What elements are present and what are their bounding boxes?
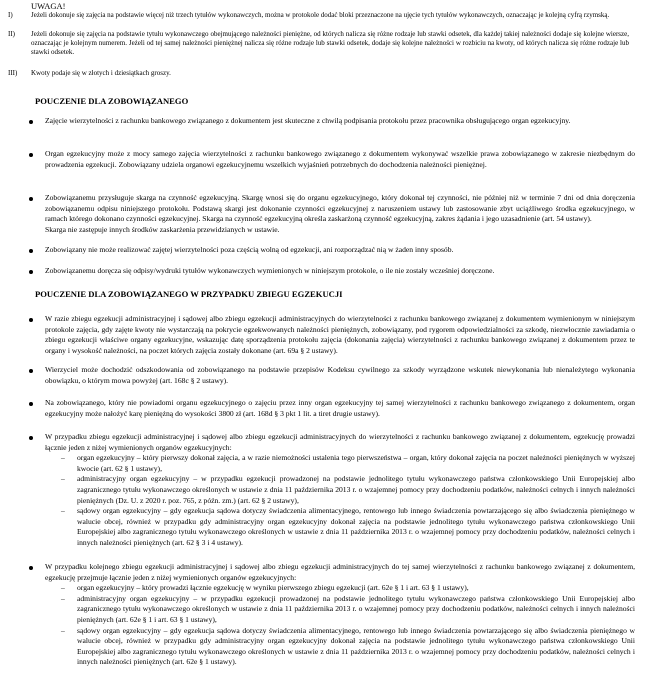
paragraph: Zobowiązany nie może realizować zajętej wierzytelności poza częścią wolną od egzekucji, ani rozporządzać nią w żaden inny sposób. [45,245,454,254]
bullet-icon [29,120,33,124]
warning-text: Jeżeli dokonuje się zajęcia na podstawie tytułu wykonawczego obejmującego należności pieniężne, od których nalicza się różne rodzaje lub stawki odsetek, dla każdej takiej należności dodaje się kolejne wiersze, oznaczając je kolejnym numerem. Jeżeli od tej samej należności pieniężnej nalicza się różne rodzaje lub stawki odsetek, dodaje się kolejne należności w rozbiciu na kwoty, od których nalicza się różne rodzaje lub stawki odsetek. [31,30,629,57]
list-item: – sądowy organ egzekucyjny – gdy egzekucja sądowa dotyczy świadczenia alimentacyjnego, rentowego lub innego świadczenia powtarzającego się albo świadczenia pieniężnego w walucie obcej, również w przypadku gdy administracyjny organ egzekucyjny dokonał zajęcia na podstawie jednolitego tytułu wykonawczego państwa członkowskiego Unii Europejskiej albo zagranicznego tytułu wykonawczego określonych w ustawie z dnia 11 października 2013 r. o wzajemnej pomocy przy dochodzeniu podatków, należności celnych i innych należności pieniężnych (art. 62e § 1 ustawy). [61,625,635,667]
list-item: – administracyjny organ egzekucyjny – w przypadku egzekucji prowadzonej na podstawie jednolitego tytułu wykonawczego państwa członkowskiego Unii Europejskiej albo zagranicznego tytułu wykonawczego określonych w ustawie z dnia 11 października 2013 r. o wzajemnej pomocy przy dochodzeniu podatków, należności celnych i innych należności pieniężnych (Dz. U. z 2020 r. poz. 765, z późn. zm.) (art. 62 § 2 ustawy), [61,474,635,505]
list-item: – organ egzekucyjny – który pierwszy dokonał zajęcia, a w razie niemożności ustalenia tego pierwszeństwa – organ, który dokonał zajęcia na poczet należności pieniężnych w wyższej kwocie (art. 62 § 1 ustawy), [61,453,635,473]
warning-title: UWAGA! [31,1,66,11]
bullet-icon [29,436,33,440]
paragraph: Wierzyciel może dochodzić odszkodowania od zobowiązanego na podstawie przepisów Kodeksu cywilnego za szkody wyrządzone wskutek niewykonania lub nienależytego wykonania obowiązku, o którym mowa powyżej (art. 168c § 2 ustawy). [45,365,635,385]
section-heading: POUCZENIE DLA ZOBOWIĄZANEGO W PRZYPADKU ZBIEGU EGZEKUCJI [35,289,343,299]
warning-number: II) [8,30,15,38]
bullet-icon [29,197,33,201]
section-heading: POUCZENIE DLA ZOBOWIĄZANEGO [35,96,189,106]
bullet-icon [29,153,33,157]
bullet-icon [29,402,33,406]
warning-number: III) [8,69,18,77]
paragraph-with-list [45,562,635,668]
paragraph: Na zobowiązanego, który nie powiadomi organu egzekucyjnego o zajęciu przez inny organ egzekucyjny tej samej wierzytelności z rachunku bankowego związanego z dokumentem, organ egzekucyjny może nałożyć karę pieniężną do wysokości 3800 zł (art. 168d § 3 pkt 1 lit. a tiret drugie ustawy). [45,398,635,418]
bullet-icon [29,249,33,253]
warning-text: Kwoty podaje się w złotych i dziesiątkach groszy. [31,69,171,77]
paragraph: W przypadku zbiegu egzekucji administracyjnej i sądowej albo zbiegu egzekucji administracyjnych do wierzytelności z rachunku bankowego związanej z dokumentem, egzekucję prowadzi łącznie jeden z niżej wymienionych organów egzekucyjnych: [45,432,635,452]
paragraph: Zobowiązanemu doręcza się odpisy/wydruki tytułów wykonawczych wymienionych w niniejszym protokole, o ile nie zostały wcześniej doręczone. [45,266,495,275]
paragraph-with-list [45,432,635,549]
list-item: – administracyjny organ egzekucyjny – w przypadku egzekucji prowadzonej na podstawie jednolitego tytułu wykonawczego państwa członkowskiego Unii Europejskiej albo zagranicznego tytułu wykonawczego określonych w ustawie z dnia 11 października 2013 r. o wzajemnej pomocy przy dochodzeniu podatków, należności celnych i innych należności pieniężnych (art. 62e § 1 i art. 63 § 1 ustawy), [61,593,635,624]
paragraph: Zobowiązanemu przysługuje skarga na czynność egzekucyjną. Skargę wnosi się do organu egzekucyjnego, który dokonał tej czynności, nie później niż w terminie 7 dni od dnia doręczenia zobowiązanemu odpisu niniejszego protokołu. Podstawą skargi jest dokonanie czynności egzekucyjnej z naruszeniem ustawy lub zastosowanie zbyt uciążliwego środka egzekucyjnego, w ramach którego dokonano czynności egzekucyjnej. Skarga na czynność egzekucyjną określa zaskarżoną czynność egzekucyjną, zakres żądania i jego uzasadnienie (art. 54 ustawy). Skarga nie zastępuje innych środków zaskarżenia przewidzianych w ustawie. [45,193,635,234]
bullet-icon [29,270,33,274]
paragraph: W przypadku kolejnego zbiegu egzekucji administracyjnej i sądowej albo zbiegu egzekucji administracyjnych do tej samej wierzytelności z rachunku bankowego związanej z dokumentem, egzekucję przejmuje łącznie jeden z niżej wymienionych organów egzekucyjnych: [45,562,635,582]
warning-text: Jeżeli dokonuje się zajęcia na podstawie więcej niż trzech tytułów wykonawczych, można w protokole dodać bloki przeznaczone na ujęcie tych tytułów wykonawczych, oznaczając je kolejną cyfrą rzymską. [31,11,610,19]
paragraph: Organ egzekucyjny może z mocy samego zajęcia wierzytelności z rachunku bankowego związanego z dokumentem wykonywać wszelkie prawa zobowiązanego w zakresie niezbędnym do prowadzenia egzekucji. Zobowiązany udziela organowi egzekucyjnemu wszelkich wyjaśnień potrzebnych do dochodzenia należności pieniężnej. [45,149,635,169]
list-item: – organ egzekucyjny – który prowadzi łącznie egzekucję w wyniku pierwszego zbiegu egzekucji (art. 62e § 1 i art. 63 § 1 ustawy), [61,583,469,593]
sub-list [61,583,635,668]
paragraph: Zajęcie wierzytelności z rachunku bankowego związanego z dokumentem jest skuteczne z chwilą podpisania protokołu przez pracownika obsługującego organ egzekucyjny. [45,116,571,125]
warning-number: I) [8,11,13,19]
bullet-icon [29,369,33,373]
list-item: – sądowy organ egzekucyjny – gdy egzekucja sądowa dotyczy świadczenia alimentacyjnego, rentowego lub innego świadczenia powtarzającego się albo świadczenia pieniężnego w walucie obcej, również w przypadku gdy administracyjny organ egzekucyjny dokonał zajęcia na podstawie jednolitego tytułu wykonawczego państwa członkowskiego Unii Europejskiej albo zagranicznego tytułu wykonawczego określonych w ustawie z dnia 11 października 2013 r. o wzajemnej pomocy przy dochodzeniu podatków, należności celnych i innych należności pieniężnych (art. 62 § 3 i 4 ustawy). [61,506,635,547]
bullet-icon [29,566,33,570]
sub-list [61,453,635,548]
bullet-icon [29,318,33,322]
paragraph: W razie zbiegu egzekucji administracyjnej i sądowej albo zbiegu egzekucji administracyjnych do wierzytelności z rachunku bankowego związanej z dokumentem wymienionym w niniejszym protokole zajęcia, gdy zajęte kwoty nie wystarczają na pokrycie egzekwowanych należności pieniężnych, zobowiązany, pod rygorem odpowiedzialności za szkodę, niezwłocznie zawiadamia o zbiegu egzekucji właściwe organy egzekucyjne, wskazując datę sporządzenia protokołu zajęcia (dokonania zajęcia) wierzytelności z rachunku bankowego związanej z dokumentem przez te organy i wysokość należności, na poczet których zajęcia zostały dokonane (art. 69a § 2 ustawy). [45,314,635,355]
